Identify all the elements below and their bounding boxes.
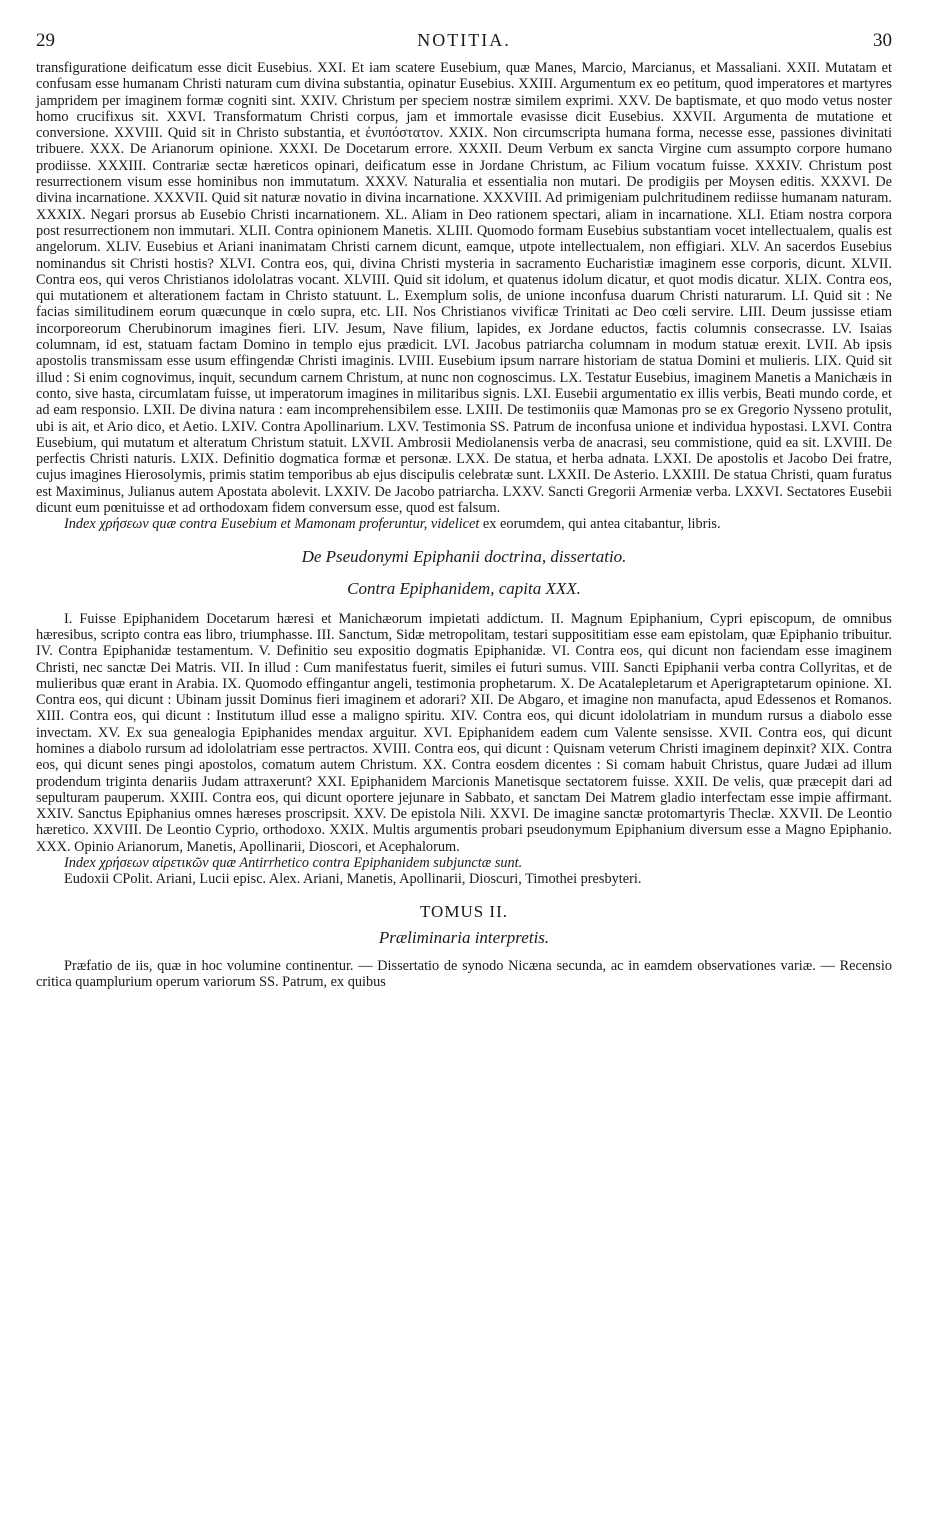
index-chreseon-eusebius	[36, 516, 892, 532]
page-number-left: 29	[36, 30, 55, 51]
chapter-list-eusebius: transfiguratione deificatum esse dicit Eusebius. XXI. Et iam scatere Eusebium, quæ Manes, Marcio, Marcianus, et Massaliani. XXII. Mutatam et confusam esse humanam Christi naturam cum divina substantia, opinatur Eusebius. XXIII. Argumentum ex eo petitum, quod imperatores et martyres jampridem per imaginem formæ cogniti sint. XXIV. Christum per speciem nostræ similem exprimi. XXV. De baptismate, et quo modo vetus noster homo crucifixus sit. XXVI. Transformatum Christi corpus, jam et immortale evasisse dicit Eusebius. XXVII. Argumenta de mutatione et conversione. XXVIII. Quid sit in Christo substantia, et ἐνυπόστατον. XXIX. Non circumscripta humana forma, necesse esse, passiones divinitati tribuere. XXX. De Arianorum opinione. XXXI. De Docetarum errore. XXXII. Deum Verbum ex sancta Virgine cum assumpto corpore humano prodiisse. XXXIII. Contrariæ sectæ hæreticos opinari, deificatum esse in Jordane Christum, ac Filium vocatum fuisse. XXXIV. Christum post resurrectionem visum esse hominibus non immutatum. XXXV. Naturalia et essentialia non mutari. De prodigiis per Moysen editis. XXXVI. De divina incarnatione. XXXVII. Quid sit naturæ novatio in divina incarnatione. XXXVIII. Ad primigeniam pulchritudinem rediisse humanam naturam. XXXIX. Negari prorsus ab Eusebio Christi incarnationem. XL. Aliam in Deo rationem spectari, aliam in incarnatione. XLI. Etiam nostra corpora post resurrectionem non immutari. XLII. Contra opinionem Manetis. XLIII. Quomodo formam Eusebius substantiam vocet intellectualem, qualis est angelorum. XLIV. Eusebius et Ariani inanimatam Christi carnem dicunt, eamque, utpote intellectualem, non effigiari. XLV. An sacerdos Eusebius nominandus sit Christi hostis? XLVI. Contra eos, qui, divina Christi mysteria in sacramento Eucharistiæ imaginem esse corporis, dicunt. XLVII. Contra eos, qui veros Christianos idololatras vocant. XLVIII. Quid sit idolum, et quatenus idolum dicatur, et quot modis dicatur. XLIX. Contra eos, qui mutationem et alterationem factam in Christo statuunt. L. Exemplum solis, de unione inconfusa duarum Christi naturarum. LI. Quid sit : Ne facias similitudinem eorum quæcunque in cœlo supra, etc. LII. Nos Christianos vivificæ Trinitati ac Deo cœli servire. LIII. Deum jussisse etiam incorporeorum Cherubinorum imagines fieri. LIV. Jesum, Nave filium, lapides, ex Jordane eductos, factis columnis consecrasse. LV. Isaias columnam, id est, statuam factam Domino in templo ejus prædicit. LVI. Jacobus patriarcha columnam in modum statuæ erexit. LVII. Ab ipsis apostolis transmissam esse usum effingendæ Christi imaginis. LVIII. Eusebium ipsum narrare historiam de statua Domini et mulieris. LIX. Quid sit illud : Si enim cognovimus, inquit, secundum carnem Christum, at nunc non cognoscimus. LX. Testatur Eusebius, imaginem Manetis a Manichæis in conto, sive hasta, circumlatam fuisse, ut imperatorum imagines in militaribus signis. LXI. Eusebii argumentatio ex illis verbis, Beati mundo corde, et ad eam responsio. LXII. De divina natura : eam incomprehensibilem esse. LXIII. De testimoniis quæ Mamonas pro se ex Gregorio Nysseno protulit, ubi is ait, et Ario dico, et Aetio. LXIV. Contra Apollinarium. LXV. Testimonia SS. Patrum de inconfusa unione et individua hypostasi. LXVI. Contra Eusebium, qui mutatum et alteratum Christum statuit. LXVII. Ambrosii Mediolanensis verba de anacrasi, seu commistione, quid ea sit. LXVIII. De perfectis Christi naturis. LXIX. Definitio dogmatica formæ et personæ. LXX. De statua, et herba adnata. LXXI. De apostolis et Jacobo Dei fratre, cujus imagines Hierosolymis, primis statim temporibus ab ejus discipulis celebratæ sunt. LXXII. De Asterio. LXXIII. De statua Christi, quam furatus est Maximinus, Julianus autem Apostata abolevit. LXXIV. De Jacobo patriarcha. LXXV. Sancti Gregorii Armeniæ verba. LXXVI. Sectatores Eusebii dicunt eum pœnituisse et ad orthodoxam fidem conversum esse, quod est falsum.	[36, 60, 892, 517]
index-rest: ex eorumdem, qui antea citabantur, libris.	[479, 516, 721, 533]
dissertation-heading: De Pseudonymi Epiphanii doctrina, dissertatio.	[301, 546, 627, 566]
preliminaria-text: Præfatio de iis, quæ in hoc volumine continentur. — Dissertatio de synodo Nicæna secunda, ac in eamdem observationes variæ. — Recensio critica quamplurium operum variorum SS. Patrum, ex quibus	[36, 957, 892, 990]
preliminaria-heading: Præliminaria interpretis.	[378, 927, 550, 947]
index-lead: Index χρήσεων quæ contra Eusebium et Mamonam proferuntur, videlicet	[64, 516, 480, 533]
index2-authors: Eudoxii CPolit. Ariani, Lucii episc. Alex. Ariani, Manetis, Apollinarii, Dioscuri, Timothei presbyteri.	[64, 871, 642, 888]
chapters-heading: Contra Epiphanidem, capita XXX.	[347, 578, 581, 598]
index-chreseon-haeretikon-lead	[36, 855, 892, 871]
tomus-heading: TOMUS II.	[419, 901, 509, 921]
chapter-list-epiphanides: I. Fuisse Epiphanidem Docetarum hæresi et Manichæorum impietati addictum. II. Magnum Epiphanium, Cypri episcopum, de omnibus hæresibus, scripto contra eas libro, triumphasse. III. Sanctum, Sidæ metropolitam, testari supposititiam esse eam epistolam, quæ Epiphanio tribuitur. IV. Contra Epiphanidæ testamentum. V. Definitio seu expositio dogmatis Epiphanidæ. VI. Contra eos, qui dicunt non faciendam esse imaginem Christi, nec sanctæ Dei Matris. VII. In illud : Cum manifestatus fuerit, similes ei futuri sumus. VIII. Sancti Epiphanii verba contra Collyritas, et de mulieribus quæ erant in Arabia. IX. Quomodo effingantur angeli, testimonia prophetarum. X. De Acatalepletarum et Aperigraptetarum opinione. XI. Contra eos, qui dicunt : Ubinam jussit Dominus fieri imaginem et adorari? XII. De Abgaro, et imagine non manufacta, apud Edessenos et Romanos. XIII. Contra eos, qui dicunt : Institutum illud esse a maligno spiritu. XIV. Contra eos, qui dicunt idololatriam in mundum rursus a diabolo esse invectam. XV. Ex sua genealogia Epiphanides mendax arguitur. XVI. Epiphanidem eadem cum Valente sensisse. XVII. Contra eos, qui dicunt homines a diabolo rursum ad idololatriam esse pertractos. XVIII. Contra eos, qui dicunt : Quisnam veterum Christi imaginem depinxit? XIX. Contra eos, qui dicunt senes pingi apostolos, comatum autem Christum. XX. Contra eosdem dicentes : Si comam habuit Christus, quare Judæi ad illum prodendum triginta denariis Judam attraxerunt? XXI. Epiphanidem Marcionis Manetisque sectatorem fuisse. XXII. De velis, quæ præcepit dari ad sepulturam pauperum. XXIII. Contra eos, qui dicunt oportere jejunare in Sabbato, et sanctam Dei Matrem gladio interfectam esse impie affirmant. XXIV. Sanctus Epiphanius omnes hæreses proscripsit. XXV. De epistola Nili. XXVI. De imagine sanctæ protomartyris Theclæ. XXVII. De Leontio hæretico. XXVIII. De Leontio Cyprio, orthodoxo. XXIX. Multis argumentis probari pseudonymum Epiphanium diversum esse a Magno Epiphanio. XXX. Opinio Arianorum, Manetis, Apollinarii, Dioscori, et Acephalorum.	[36, 610, 892, 855]
running-head	[36, 30, 892, 60]
running-title: NOTITIA.	[417, 30, 511, 50]
page-number-right: 30	[873, 30, 892, 51]
index2-lead: Index χρήσεων αἱρετικῶν quæ Antirrhetico contra Epiphanidem subjunctæ sunt.	[64, 855, 523, 872]
